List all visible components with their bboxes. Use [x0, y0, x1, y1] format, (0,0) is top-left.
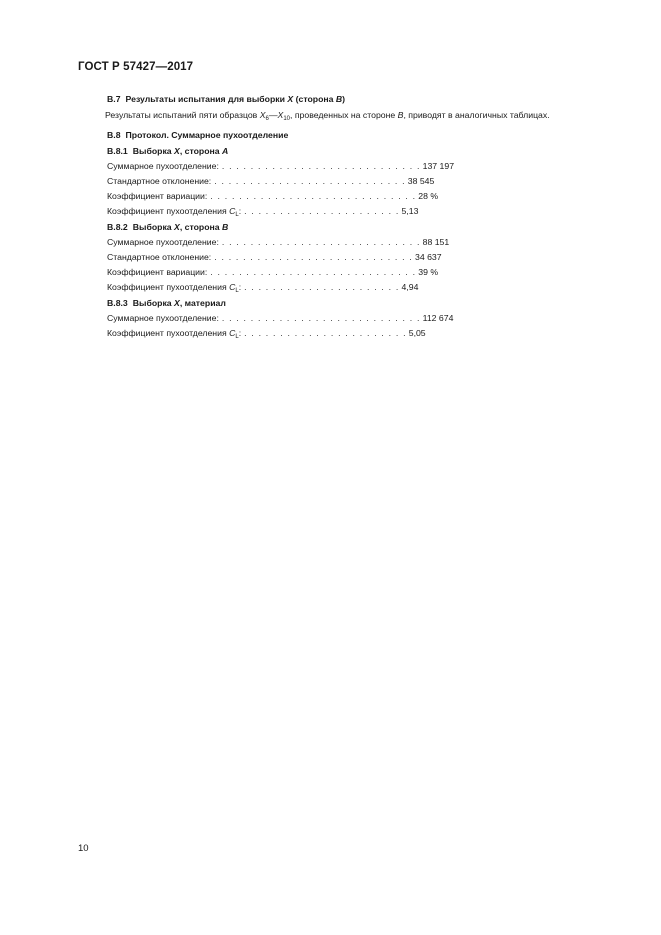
row-label — [107, 280, 241, 295]
section-title-variable: X — [174, 298, 180, 308]
row-label: Стандартное отклонение: — [107, 252, 212, 262]
section-title-text: Выборка — [132, 222, 175, 232]
result-row — [107, 326, 627, 341]
leader-dots: . . . . . . . . . . . . . . . . . . . . . . . . . . . . — [221, 161, 421, 171]
section-title-text: , сторона — [179, 222, 223, 232]
section-number: В.8.3 — [107, 298, 128, 308]
section-number: В.8 — [107, 130, 121, 140]
result-row — [107, 174, 627, 189]
section-title-text: (сторона — [293, 94, 336, 104]
paragraph-variable: X — [259, 110, 266, 120]
result-row — [107, 235, 627, 250]
section-number: В.8.1 — [107, 146, 128, 156]
section-heading-b7 — [107, 91, 627, 107]
row-label-subscript: L — [235, 212, 239, 218]
row-label-variable: C — [229, 282, 236, 292]
row-value: 28 % — [418, 191, 439, 201]
row-label-variable: C — [229, 328, 236, 338]
section-heading-b81 — [107, 143, 627, 159]
page-number: 10 — [78, 843, 89, 854]
leader-dots: . . . . . . . . . . . . . . . . . . . . . . . . . . . . — [221, 237, 421, 247]
section-title-variable: X — [174, 222, 180, 232]
result-row — [107, 204, 627, 219]
section-heading-b8 — [107, 127, 627, 143]
section-title-variable: X — [287, 94, 294, 104]
row-value: 5,05 — [408, 328, 426, 338]
row-label: Коэффициент вариации: — [107, 191, 208, 201]
section-title-text: Протокол. Суммарное пухоотделение — [125, 130, 289, 140]
row-value: 39 % — [418, 267, 439, 277]
row-value: 137 197 — [422, 161, 455, 171]
row-value: 34 637 — [415, 252, 442, 262]
section-number: В.8.2 — [107, 222, 128, 232]
row-label — [107, 326, 241, 341]
leader-dots: . . . . . . . . . . . . . . . . . . . . . . — [244, 282, 400, 292]
row-label-text: Коэффициент пухоотделения — [107, 282, 230, 292]
row-label-subscript: L — [235, 288, 239, 294]
section-title-variable: X — [174, 146, 180, 156]
paragraph-text: , приводят в аналогичных таблицах. — [403, 110, 550, 120]
section-title-side: A — [222, 146, 229, 156]
paragraph-variable: X — [277, 110, 284, 120]
document-body — [107, 91, 627, 341]
row-label-text: : — [238, 206, 242, 216]
row-label-subscript: L — [235, 334, 239, 340]
row-label-text: Коэффициент пухоотделения — [107, 206, 230, 216]
row-value: 88 151 — [422, 237, 450, 247]
row-label: Суммарное пухоотделение: — [107, 237, 219, 247]
result-row — [107, 311, 627, 326]
row-label: Суммарное пухоотделение: — [107, 313, 219, 323]
leader-dots: . . . . . . . . . . . . . . . . . . . . . . . . . . . . — [221, 313, 421, 323]
row-value: 38 545 — [407, 176, 435, 186]
result-row — [107, 280, 627, 295]
row-label-variable: C — [229, 206, 236, 216]
section-number: В.7 — [107, 94, 121, 104]
result-row — [107, 159, 627, 174]
paragraph-text: Результаты испытаний пяти образцов — [105, 110, 260, 120]
section-title-text: Выборка — [132, 298, 175, 308]
paragraph-subscript: 6 — [265, 116, 269, 122]
paragraph-text: — — [268, 110, 278, 120]
section-title-text: Выборка — [132, 146, 175, 156]
section-heading-b83 — [107, 295, 627, 311]
leader-dots: . . . . . . . . . . . . . . . . . . . . . . . . . . . — [214, 176, 406, 186]
section-paragraph-b7 — [105, 107, 627, 127]
paragraph-subscript: 10 — [283, 116, 291, 122]
document-header: ГОСТ Р 57427—2017 — [78, 61, 194, 73]
result-row — [107, 189, 627, 204]
leader-dots: . . . . . . . . . . . . . . . . . . . . . . . — [244, 328, 407, 338]
result-row — [107, 250, 627, 265]
leader-dots: . . . . . . . . . . . . . . . . . . . . . . . . . . . . — [214, 252, 413, 262]
result-row — [107, 265, 627, 280]
row-value: 4,94 — [401, 282, 419, 292]
row-value: 5,13 — [401, 206, 419, 216]
leader-dots: . . . . . . . . . . . . . . . . . . . . . . — [244, 206, 400, 216]
section-title-text: ) — [342, 94, 346, 104]
row-label: Коэффициент вариации: — [107, 267, 208, 277]
row-label-text: Коэффициент пухоотделения — [107, 328, 230, 338]
paragraph-variable: B — [397, 110, 404, 120]
leader-dots: . . . . . . . . . . . . . . . . . . . . . . . . . . . . . — [210, 191, 417, 201]
row-label-text: : — [238, 282, 242, 292]
section-title-text: , сторона — [179, 146, 223, 156]
section-title-text: , материал — [179, 298, 226, 308]
section-heading-b82 — [107, 219, 627, 235]
paragraph-text: , проведенных на стороне — [290, 110, 398, 120]
section-title-side: B — [222, 222, 229, 232]
section-title-side: B — [335, 94, 343, 104]
section-title-text: Результаты испытания для выборки — [125, 94, 288, 104]
row-label-text: : — [238, 328, 242, 338]
row-label: Суммарное пухоотделение: — [107, 161, 219, 171]
row-value: 112 674 — [422, 313, 454, 323]
row-label — [107, 204, 241, 219]
row-label: Стандартное отклонение: — [107, 176, 212, 186]
leader-dots: . . . . . . . . . . . . . . . . . . . . . . . . . . . . . — [210, 267, 417, 277]
